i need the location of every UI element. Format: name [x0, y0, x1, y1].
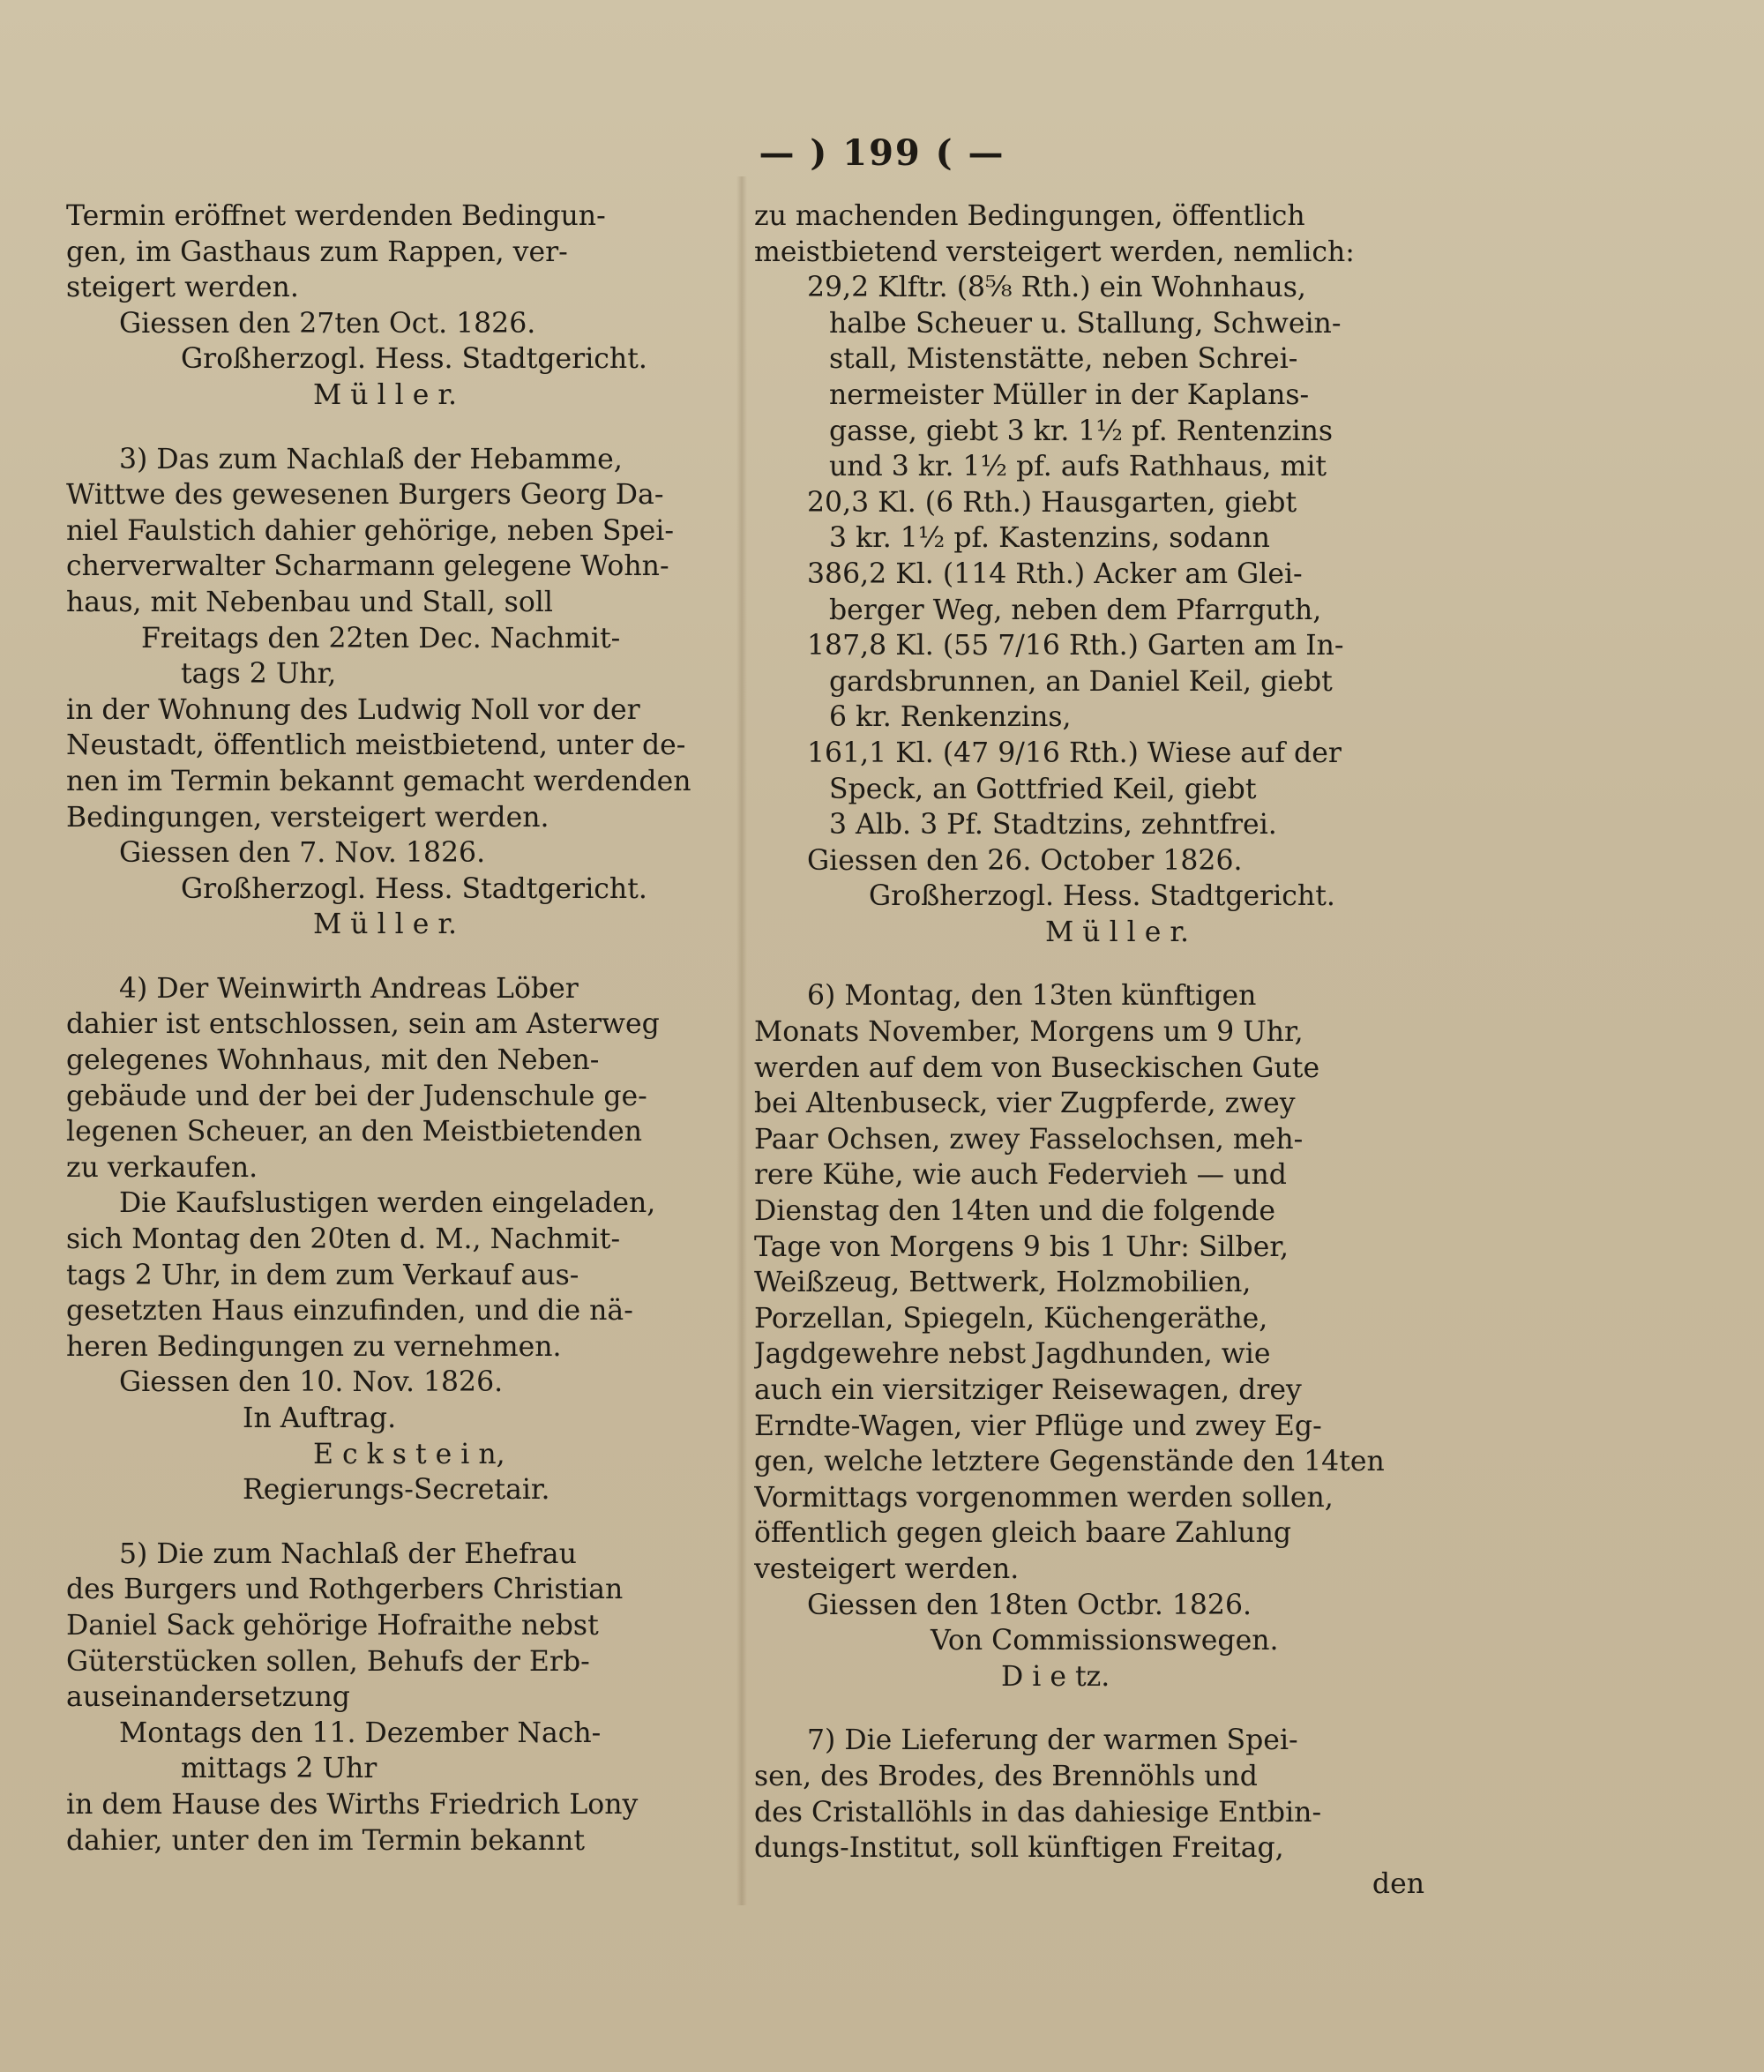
text-line: nen im Termin bekannt gemacht werdenden: [66, 765, 691, 797]
text-line: gen, welche letztere Gegenstände den 14ten: [754, 1446, 1385, 1478]
text-line: Bedingungen, versteigert werden.: [66, 801, 549, 834]
date-line: Giessen den 10. Nov. 1826.: [119, 1366, 504, 1399]
text-line: gardsbrunnen, an Daniel Keil, giebt: [829, 665, 1333, 698]
text-line: dahier ist entschlossen, sein am Asterweg: [66, 1008, 660, 1041]
text-line: Montags den 11. Dezember Nach-: [119, 1717, 602, 1749]
text-line: Termin eröffnet werdenden Bedingun-: [66, 200, 606, 232]
text-line: sen, des Brodes, des Brennöhls und: [754, 1760, 1258, 1792]
left-column: [66, 198, 736, 1859]
text-line: Regierungs-Secretair.: [243, 1474, 550, 1507]
text-line: auseinandersetzung: [66, 1681, 350, 1714]
signature: M ü l l e r.: [1045, 916, 1190, 948]
text-line: des Cristallöhls in das dahiesige Entbin-: [754, 1796, 1322, 1829]
text-line: werden auf dem von Buseckischen Gute: [754, 1051, 1320, 1084]
text-line: Neustadt, öffentlich meistbietend, unter de-: [66, 729, 686, 762]
text-line: gen, im Gasthaus zum Rappen, ver-: [66, 236, 568, 268]
text-line: tags 2 Uhr, in dem zum Verkauf aus-: [66, 1259, 579, 1291]
court-line: Großherzogl. Hess. Stadtgericht.: [181, 343, 647, 376]
text-line: Porzellan, Spiegeln, Küchengeräthe,: [754, 1302, 1268, 1335]
text-line: tags 2 Uhr,: [181, 658, 337, 691]
text-line: meistbietend versteigert werden, nemlich:: [754, 236, 1355, 268]
date-line: Giessen den 27ten Oct. 1826.: [119, 307, 536, 340]
text-line: 187,8 Kl. (55 7/16 Rth.) Garten am In-: [807, 630, 1344, 662]
text-line: rere Kühe, wie auch Federvieh — und: [754, 1159, 1287, 1192]
text-line: haus, mit Nebenbau und Stall, soll: [66, 586, 553, 618]
text-line: niel Faulstich dahier gehörige, neben Spei-: [66, 514, 674, 547]
text-line: des Burgers und Rothgerbers Christian: [66, 1574, 624, 1606]
text-line: heren Bedingungen zu vernehmen.: [66, 1330, 562, 1363]
text-line: 29,2 Klftr. (8⅝ Rth.) ein Wohnhaus,: [807, 272, 1306, 304]
text-line: gebäude und der bei der Judenschule ge-: [66, 1080, 647, 1112]
text-line: 20,3 Kl. (6 Rth.) Hausgarten, giebt: [807, 486, 1297, 519]
text-line: in dem Hause des Wirths Friedrich Lony: [66, 1788, 639, 1821]
text-line: nermeister Müller in der Kaplans-: [829, 378, 1310, 411]
date-line: Giessen den 26. October 1826.: [807, 844, 1243, 877]
court-line: Großherzogl. Hess. Stadtgericht.: [869, 880, 1335, 913]
text-line: Weißzeug, Bettwerk, Holzmobilien,: [754, 1267, 1252, 1299]
text-line: In Auftrag.: [243, 1403, 397, 1434]
text-line: in der Wohnung des Ludwig Noll vor der: [66, 693, 640, 726]
text-line: zu verkaufen.: [66, 1151, 258, 1184]
text-line: halbe Scheuer u. Stallung, Schwein-: [829, 307, 1342, 340]
date-line: Giessen den 18ten Octbr. 1826.: [807, 1589, 1252, 1621]
text-line: mittags 2 Uhr: [181, 1753, 377, 1785]
text-line: berger Weg, neben dem Pfarrguth,: [829, 594, 1322, 626]
notice-6-start: 6) Montag, den 13ten künftigen: [807, 980, 1257, 1013]
text-line: Daniel Sack gehörige Hofraithe nebst: [66, 1609, 599, 1642]
signature: D i e tz.: [1001, 1660, 1110, 1693]
signature: E c k s t e i n,: [313, 1438, 505, 1470]
text-line: Von Commissionswegen.: [931, 1625, 1279, 1657]
text-line: 386,2 Kl. (114 Rth.) Acker am Glei-: [807, 557, 1303, 590]
text-line: zu machenden Bedingungen, öffentlich: [754, 200, 1305, 232]
text-line: auch ein viersitziger Reisewagen, drey: [754, 1374, 1302, 1406]
text-line: 3 kr. 1½ pf. Kastenzins, sodann: [829, 522, 1270, 555]
notice-3-start: 3) Das zum Nachlaß der Hebamme,: [119, 443, 623, 475]
text-line: gesetzten Haus einzufinden, und die nä-: [66, 1295, 633, 1328]
text-line: Güterstücken sollen, Behufs der Erb-: [66, 1645, 590, 1678]
date-line: Giessen den 7. Nov. 1826.: [119, 837, 486, 870]
text-line: 6 kr. Renkenzins,: [829, 701, 1072, 734]
catchword: den: [1372, 1867, 1424, 1900]
notice-5-start: 5) Die zum Nachlaß der Ehefrau: [119, 1537, 577, 1570]
text-line: cherverwalter Scharmann gelegene Wohn-: [66, 550, 669, 583]
notice-7-start: 7) Die Lieferung der warmen Spei-: [807, 1724, 1298, 1757]
text-line: dahier, unter den im Termin bekannt: [66, 1824, 585, 1857]
text-line: Erndte-Wagen, vier Pflüge und zwey Eg-: [754, 1410, 1322, 1442]
text-line: Speck, an Gottfried Keil, giebt: [829, 773, 1257, 805]
text-line: dungs-Institut, soll künftigen Freitag,: [754, 1832, 1284, 1865]
text-line: Jagdgewehre nebst Jagdhunden, wie: [754, 1338, 1271, 1371]
text-line: sich Montag den 20ten d. M., Nachmit-: [66, 1223, 621, 1256]
text-line: Dienstag den 14ten und die folgende: [754, 1195, 1276, 1228]
text-line: Vormittags vorgenommen werden sollen,: [754, 1481, 1334, 1514]
notice-4-start: 4) Der Weinwirth Andreas Löber: [119, 972, 579, 1005]
text-line: Die Kaufslustigen werden eingeladen,: [119, 1187, 656, 1220]
text-line: Monats November, Morgens um 9 Uhr,: [754, 1016, 1304, 1049]
text-line: Wittwe des gewesenen Burgers Georg Da-: [66, 479, 664, 512]
text-line: 3 Alb. 3 Pf. Stadtzins, zehntfrei.: [829, 809, 1277, 842]
text-line: stall, Mistenstätte, neben Schrei-: [829, 343, 1298, 376]
text-line: 161,1 Kl. (47 9/16 Rth.) Wiese auf der: [807, 737, 1342, 769]
signature: M ü l l e r.: [313, 378, 458, 411]
page-fold: [736, 176, 747, 1905]
text-line: legenen Scheuer, an den Meistbietenden: [66, 1116, 642, 1148]
text-line: Paar Ochsen, zwey Fasselochsen, meh-: [754, 1123, 1304, 1156]
text-line: öffentlich gegen gleich baare Zahlung: [754, 1517, 1292, 1550]
text-line: vesteigert werden.: [754, 1552, 1020, 1585]
text-line: Freitags den 22ten Dec. Nachmit-: [141, 622, 621, 655]
text-line: steigert werden.: [66, 272, 299, 304]
court-line: Großherzogl. Hess. Stadtgericht.: [181, 872, 647, 905]
text-line: Tage von Morgens 9 bis 1 Uhr: Silber,: [754, 1230, 1289, 1263]
text-line: gelegenes Wohnhaus, mit den Neben-: [66, 1044, 600, 1077]
text-line: und 3 kr. 1½ pf. aufs Rathhaus, mit: [829, 451, 1327, 483]
text-line: gasse, giebt 3 kr. 1½ pf. Rentenzins: [829, 415, 1334, 447]
signature: M ü l l e r.: [313, 909, 458, 941]
page-number: — ) 199 ( —: [759, 132, 1005, 174]
text-line: bei Altenbuseck, vier Zugpferde, zwey: [754, 1088, 1296, 1120]
right-column: [754, 198, 1424, 1902]
